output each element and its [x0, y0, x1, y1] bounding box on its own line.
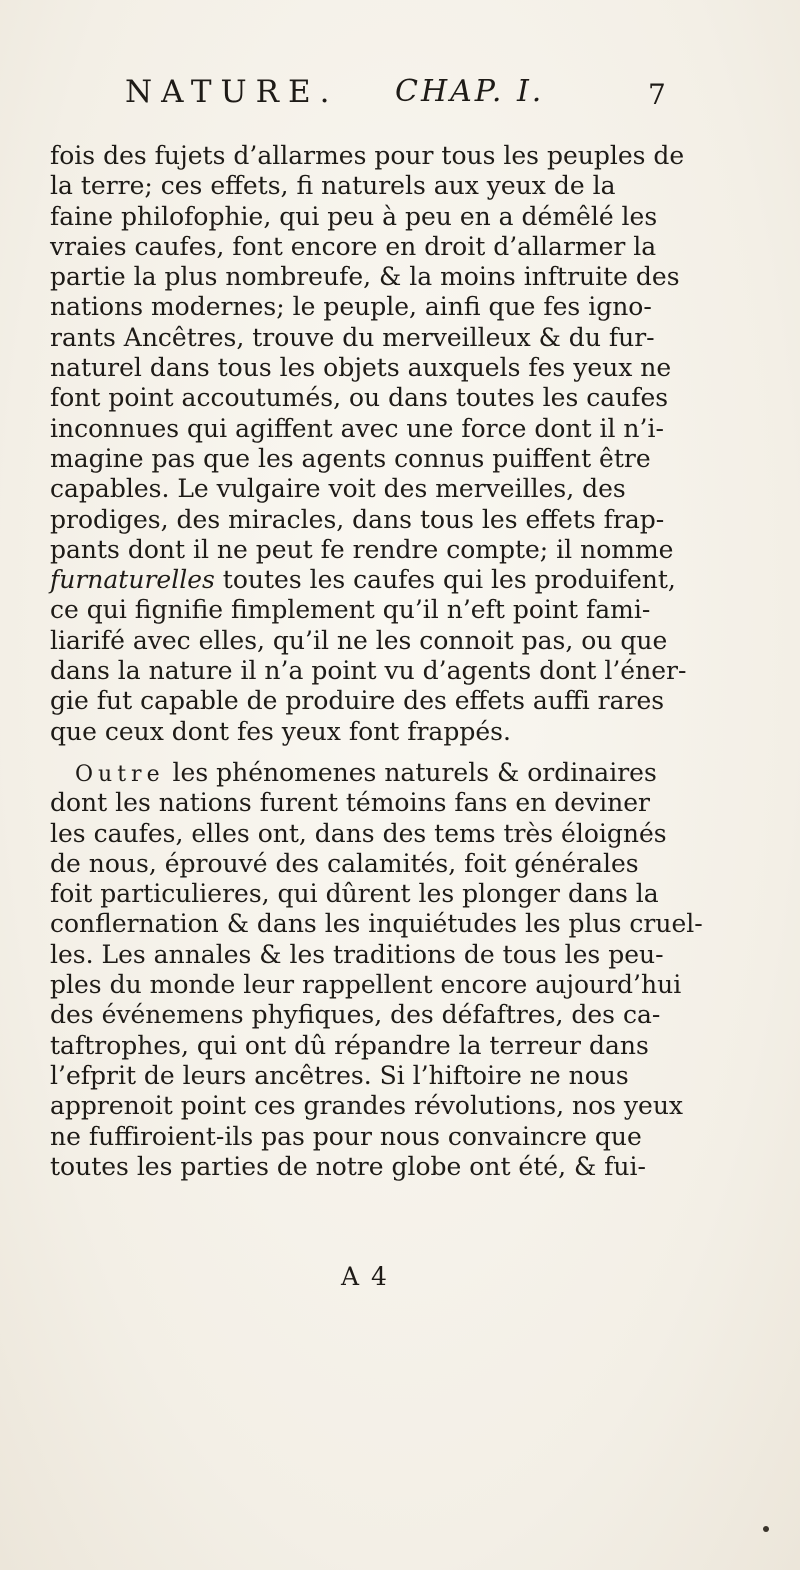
text-line: la terre; ces effets, fi naturels aux yeux de la	[50, 171, 616, 201]
text-line: gie fut capable de produire des effets auffi rares	[50, 686, 665, 716]
page-number: 7	[648, 78, 666, 111]
running-head	[40, 74, 760, 114]
paragraph-1	[50, 141, 687, 747]
text-line: partie la plus nombreufe, & la moins inftruite des	[50, 262, 680, 292]
text-line: les. Les annales & les traditions de tous les peu-	[50, 939, 664, 969]
paragraph-2	[50, 757, 703, 1182]
text-line: toutes les parties de notre globe ont été, & fui-	[50, 1151, 646, 1181]
text-line: des événemens phyfiques, des défaftres, des ca-	[50, 1000, 661, 1030]
text-line: l’efprit de leurs ancêtres. Si l’hiftoire ne nous	[50, 1060, 629, 1090]
text-line: naturel dans tous les objets auxquels fes yeux ne	[50, 353, 672, 383]
text-line: les caufes, elles ont, dans des tems très éloignés	[50, 818, 667, 848]
running-head-chapter: CHAP. I.	[395, 74, 545, 109]
text-line	[50, 758, 670, 788]
line-rest: toutes les caufes qui les produifent,	[214, 565, 676, 595]
text-line: taftrophes, qui ont dû répandre la terreur dans	[50, 1030, 649, 1060]
ink-speck	[763, 1526, 769, 1532]
text-line: dont les nations furent témoins fans en deviner	[50, 788, 650, 818]
text-line: liarifé avec elles, qu’il ne les connoit pas, ou que	[50, 625, 668, 655]
text-line: rants Ancêtres, trouve du merveilleux & du fur-	[50, 322, 655, 352]
text-line: conflernation & dans les inquiétudes les plus cruel-	[50, 909, 703, 939]
text-line: foit particulieres, qui dûrent les plonger dans la	[50, 879, 659, 909]
signature-mark: A 4	[341, 1262, 389, 1291]
line-rest: les phénomenes naturels & ordinaires	[164, 757, 657, 787]
text-line: ples du monde leur rappellent encore aujourd’hui	[50, 970, 682, 1000]
text-line: pants dont il ne peut fe rendre compte; il nomme	[50, 534, 674, 564]
text-line	[50, 565, 676, 595]
text-line: nations modernes; le peuple, ainfi que fes igno-	[50, 292, 652, 322]
text-line: fois des fujets d’allarmes pour tous les peuples de	[50, 141, 685, 170]
italic-word: furnaturelles	[50, 565, 215, 595]
text-line: capables. Le vulgaire voit des merveilles, des	[50, 474, 626, 504]
text-line: prodiges, des miracles, dans tous les effets frap-	[50, 504, 665, 534]
text-line: font point accoutumés, ou dans toutes les caufes	[50, 383, 669, 413]
text-line: ce qui fignifie fimplement qu’il n’eft point fami-	[50, 595, 651, 625]
running-head-title: NATURE.	[125, 74, 339, 110]
text-line: que ceux dont fes yeux font frappés.	[50, 716, 511, 746]
text-line: apprenoit point ces grandes révolutions, nos yeux	[50, 1091, 684, 1121]
text-line: ne fuffiroient-ils pas pour nous convaincre que	[50, 1121, 642, 1151]
small-caps-opening: Outre	[75, 761, 165, 787]
text-line: de nous, éprouvé des calamités, foit générales	[50, 848, 639, 878]
text-line: magine pas que les agents connus puiffent être	[50, 443, 651, 473]
body-text	[50, 141, 703, 1182]
text-line: faine philofophie, qui peu à peu en a démêlé les	[50, 201, 658, 231]
text-line: dans la nature il n’a point vu d’agents dont l’éner-	[50, 656, 687, 686]
text-line: inconnues qui agiffent avec une force dont il n’i-	[50, 413, 664, 443]
text-line: vraies caufes, font encore en droit d’allarmer la	[50, 231, 657, 261]
